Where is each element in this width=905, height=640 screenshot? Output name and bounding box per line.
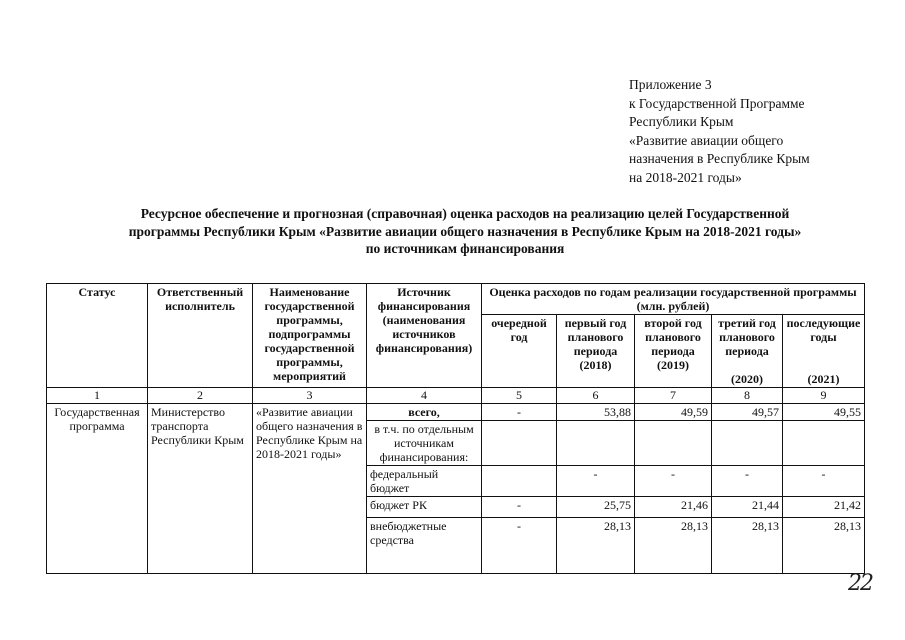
appendix-line: назначения в Республике Крым [629,151,810,166]
col-number: 7 [635,388,712,404]
header-year-second-value: (2019) [657,358,689,372]
col-number: 2 [148,388,253,404]
value-cell: 49,59 [635,404,712,421]
appendix-line: «Развитие авиации общего [629,132,784,148]
appendix-line: на 2018-2021 годы» [629,169,742,185]
title-line: программы Республики Крым «Развитие авиации общего назначения в Республике Крым на 2018-2021 годы» [128,223,802,239]
value-cell: 49,57 [712,404,783,421]
page-number: 22 [848,571,872,596]
value-cell: - [482,518,557,574]
header-year-third-value: (2020) [731,372,763,386]
col-number: 3 [253,388,367,404]
header-year-next [482,315,557,388]
col-number: 8 [712,388,783,404]
value-cell [712,421,783,466]
header-year-second-label: второй год планового периода [644,316,702,358]
header-year-first [557,315,635,388]
header-executor: Ответственный исполнитель [148,284,253,388]
col-number: 5 [482,388,557,404]
value-cell [482,466,557,497]
value-cell: 49,55 [783,404,865,421]
source-cell: федеральный бюджет [367,466,482,497]
header-year-last [783,315,865,388]
header-year-last-value: (2021) [807,372,840,386]
program-name-cell: «Развитие авиации общего назначения в Республике Крым на 2018-2021 годы» [253,404,367,574]
value-cell: 28,13 [712,518,783,574]
column-numbers-row [47,388,865,404]
value-cell: - [482,497,557,518]
value-cell: 25,75 [557,497,635,518]
value-cell [635,421,712,466]
header-year-next-label: очередной год [491,316,547,344]
col-number: 4 [367,388,482,404]
header-year-first-value: (2018) [579,358,612,372]
document-title [40,205,890,258]
value-cell: 28,13 [635,518,712,574]
col-number: 9 [783,388,865,404]
source-cell: внебюджетные средства [367,518,482,574]
header-year-first-label: первый год планового периода [564,316,627,358]
value-cell: 21,44 [712,497,783,518]
header-year-last-label: последующие годы [786,316,861,344]
value-cell: 21,46 [635,497,712,518]
value-cell: - [635,466,712,497]
appendix-line: к Государственной Программе [629,95,805,111]
title-line: Ресурсное обеспечение и прогнозная (справочная) оценка расходов на реализацию целей Государственной [140,206,790,221]
value-cell: - [783,466,865,497]
value-cell: - [557,466,635,497]
source-cell: бюджет РК [367,497,482,518]
header-source: Источник финансирования (наименования источников финансирования) [367,284,482,388]
source-cell: всего, [367,404,482,421]
value-cell [557,421,635,466]
value-cell: - [482,404,557,421]
header-program-name: Наименование государственной программы, подпрограммы государственной программы, мероприятий [253,284,367,388]
status-cell: Государственная программа [47,404,148,574]
header-year-third [712,315,783,388]
col-number: 6 [557,388,635,404]
header-estimate: Оценка расходов по годам реализации государственной программы (млн. рублей) [482,284,865,315]
value-cell [482,421,557,466]
table-row [47,404,865,421]
header-year-second [635,315,712,388]
value-cell: 53,88 [557,404,635,421]
resource-table [46,283,865,574]
value-cell: - [712,466,783,497]
appendix-note [629,76,899,187]
executor-cell: Министерство транспорта Республики Крым [148,404,253,574]
value-cell: 28,13 [557,518,635,574]
appendix-line: Республики Крым [629,114,734,129]
value-cell: 28,13 [783,518,865,574]
col-number: 1 [47,388,148,404]
value-cell: 21,42 [783,497,865,518]
appendix-line: Приложение 3 [629,77,712,92]
title-line: по источникам финансирования [365,241,565,256]
header-year-third-label: третий год планового периода [718,316,776,358]
source-cell: в т.ч. по отдельным источникам финансирования: [367,421,482,466]
value-cell [783,421,865,466]
header-status: Статус [47,284,148,388]
